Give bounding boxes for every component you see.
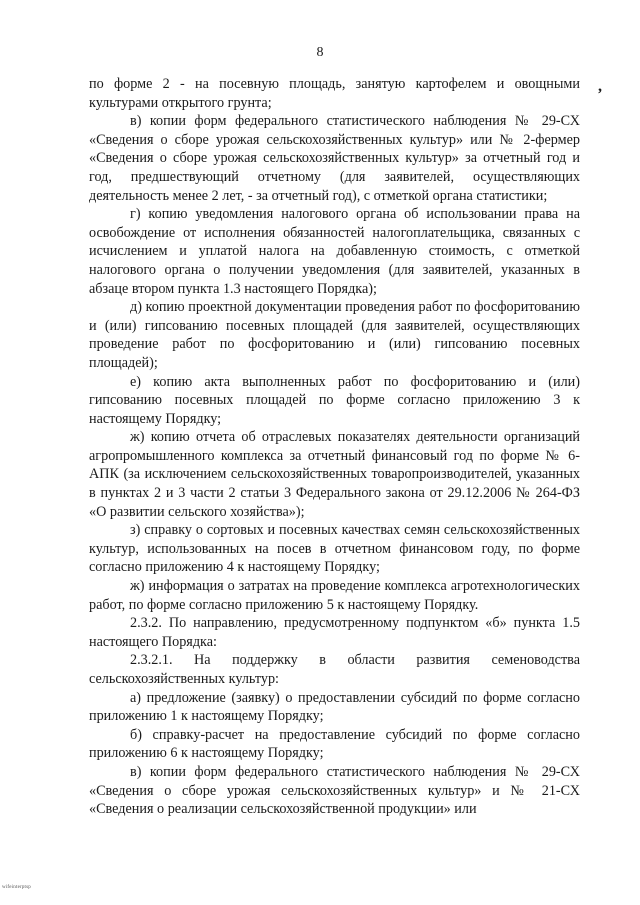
footer-stamp: wifeinterptsp — [2, 885, 31, 890]
paragraph-continuation: по форме 2 - на посевную площадь, занятую картофелем и овощными культурами открытого грунта; — [89, 76, 580, 111]
paragraph-item-v: в) копии форм федерального статистического наблюдения № 29-СХ «Сведения о сборе урожая сельскохозяйственных культур» или № 2-фермер «Сведения о сборе урожая сельскохозяйственных культур» за отчетный год и год, предшествующий отчетному (для заявителей, осуществляющих деятельность менее 2 лет, - за отчетный год), с отметкой органа статистики; — [89, 113, 580, 204]
page-number: 8 — [316, 45, 324, 60]
paragraph-item-e: е) копию акта выполненных работ по фосфоритованию и (или) гипсованию посевных площадей по форме согласно приложению 3 к настоящему Порядку; — [89, 373, 580, 427]
margin-mark: , — [598, 78, 602, 95]
paragraph-item-d: д) копию проектной документации проведения работ по фосфоритованию и (или) гипсованию посевных площадей (для заявителей, осуществляющих проведение работ по фосфоритованию и (или) гипсованию посевных площадей); — [89, 299, 580, 371]
document-body — [89, 75, 580, 819]
paragraph-item-zh-2: ж) информация о затратах на проведение комплекса агротехнологических работ, по форме согласно приложению 5 к настоящему Порядку. — [89, 578, 580, 613]
paragraph-section-2-3-2-1: 2.3.2.1. На поддержку в области развития семеноводства сельскохозяйственных культур: — [89, 652, 580, 687]
paragraph-item-g: г) копию уведомления налогового органа об использовании права на освобождение от исполнения обязанностей налогоплательщика, связанных с исчислением и уплатой налога на добавленную стоимость, с отметкой налогового органа о получении уведомления (для заявителей, указанных в абзаце втором пункта 1.3 настоящего Порядка); — [89, 206, 580, 297]
paragraph-item-b: б) справку-расчет на предоставление субсидий по форме согласно приложению 6 к настоящему Порядку; — [89, 726, 580, 762]
paragraph-item-v-2: в) копии форм федерального статистического наблюдения № 29-СХ «Сведения о сборе урожая сельскохозяйственных культур» и № 21-СХ «Сведения о реализации сельскохозяйственной продукции» или — [89, 763, 580, 818]
paragraph-section-2-3-2: 2.3.2. По направлению, предусмотренному подпунктом «б» пункта 1.5 настоящего Порядка: — [89, 615, 580, 650]
paragraph-item-z: з) справку о сортовых и посевных качествах семян сельскохозяйственных культур, использованных на посев в отчетном финансовом году, по форме согласно приложению 4 к настоящему Порядку; — [89, 522, 580, 576]
paragraph-item-zh: ж) копию отчета об отраслевых показателях деятельности организаций агропромышленного комплекса за отчетный финансовый год по форме № 6-АПК (за исключением сельскохозяйственных товаропроизводителей, указанных в пунктах 2 и 3 части 2 статьи 3 Федерального закона от 29.12.2006 № 264-ФЗ «О развитии сельского хозяйства»); — [89, 429, 580, 520]
paragraph-item-a: а) предложение (заявку) о предоставлении субсидий по форме согласно приложению 1 к настоящему Порядку; — [89, 689, 580, 725]
